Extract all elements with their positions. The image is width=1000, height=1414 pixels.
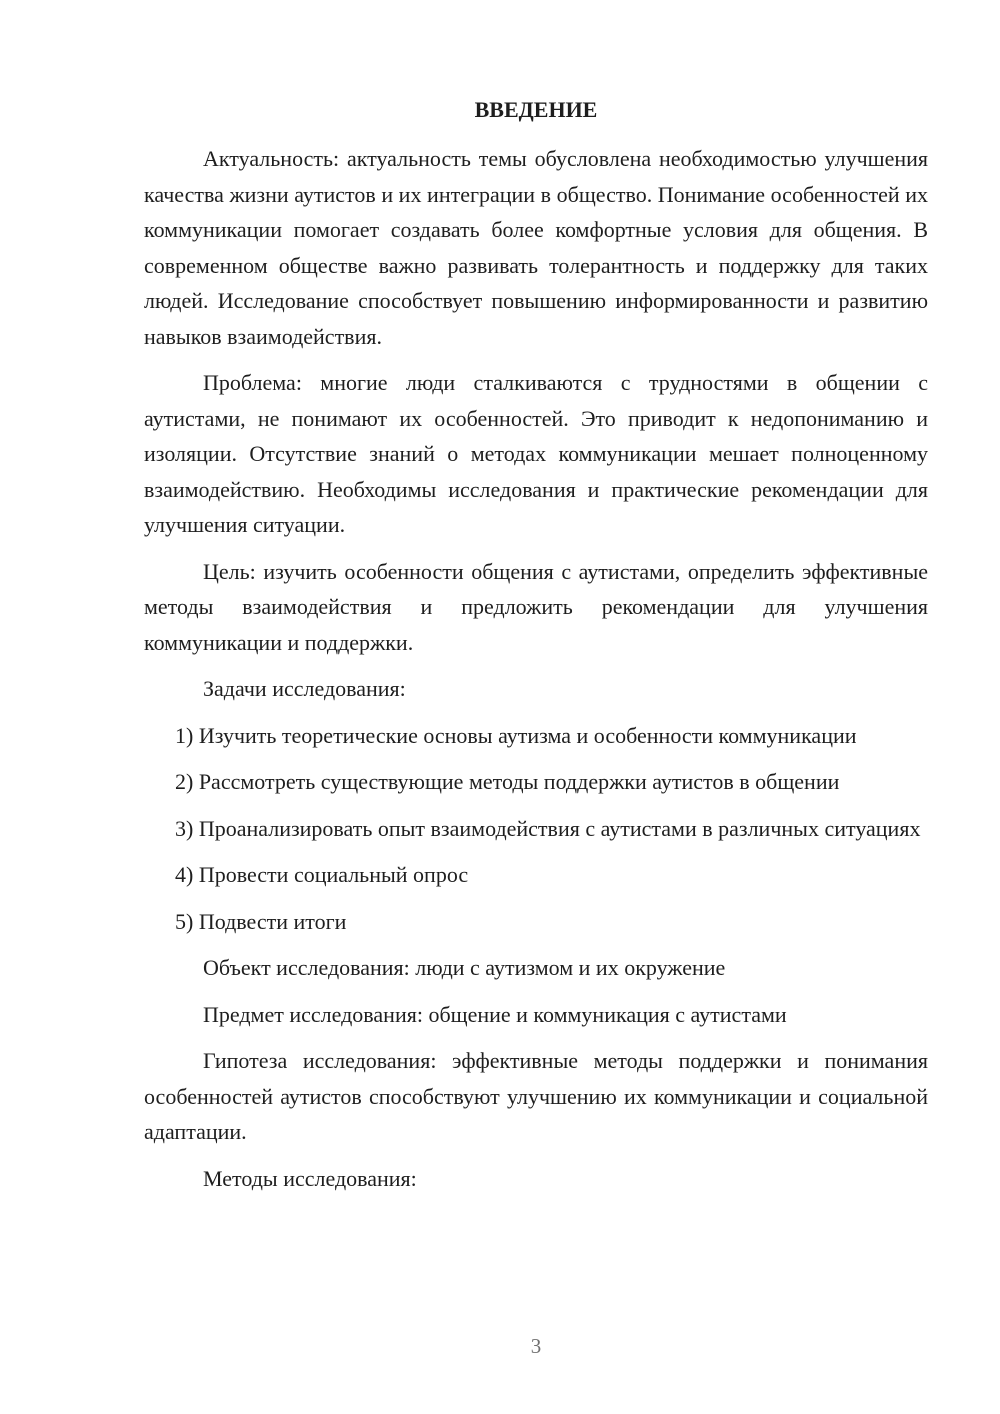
document-page <box>144 92 928 1196</box>
page-number: 3 <box>530 1334 542 1358</box>
tasks-heading: Задачи исследования: <box>203 676 406 701</box>
object-paragraph: Объект исследования: люди с аутизмом и их окружение <box>203 955 726 980</box>
problem-paragraph: Проблема: многие люди сталкиваются с трудностями в общении с аутистами, не понимают их особенностей. Это приводит к недопониманию и изоляции. Отсутствие знаний о методах коммуникации мешает полноценному взаимодействию. Необходимы исследования и практические рекомендации для улучшения ситуации. <box>144 370 928 537</box>
page-title: ВВЕДЕНИЕ <box>474 97 598 122</box>
subject-paragraph: Предмет исследования: общение и коммуникация с аутистами <box>203 1001 787 1027</box>
goal-paragraph: Цель: изучить особенности общения с аутистами, определить эффективные методы взаимодействия и предложить рекомендации для улучшения коммуникации и поддержки. <box>144 558 928 655</box>
task-item: 4) Провести социальный опрос <box>175 862 469 887</box>
task-item: 2) Рассмотреть существующие методы поддержки аутистов в общении <box>175 769 840 794</box>
task-item: 5) Подвести итоги <box>175 908 347 934</box>
relevance-paragraph: Актуальность: актуальность темы обусловлена необходимостью улучшения качества жизни аутистов и их интеграции в общество. Понимание особенностей их коммуникации помогает создавать более комфортные условия для общения. В современном обществе важно развивать толерантность и поддержку для таких людей. Исследование способствует повышению информированности и развитию навыков взаимодействия. <box>144 146 928 349</box>
task-item: 3) Проанализировать опыт взаимодействия с аутистами в различных ситуациях <box>175 815 921 841</box>
task-item: 1) Изучить теоретические основы аутизма и особенности коммуникации <box>175 722 857 748</box>
methods-heading: Методы исследования: <box>203 1165 417 1191</box>
hypothesis-paragraph: Гипотеза исследования: эффективные методы поддержки и понимания особенностей аутистов способствуют улучшению их коммуникации и социальной адаптации. <box>144 1048 928 1144</box>
